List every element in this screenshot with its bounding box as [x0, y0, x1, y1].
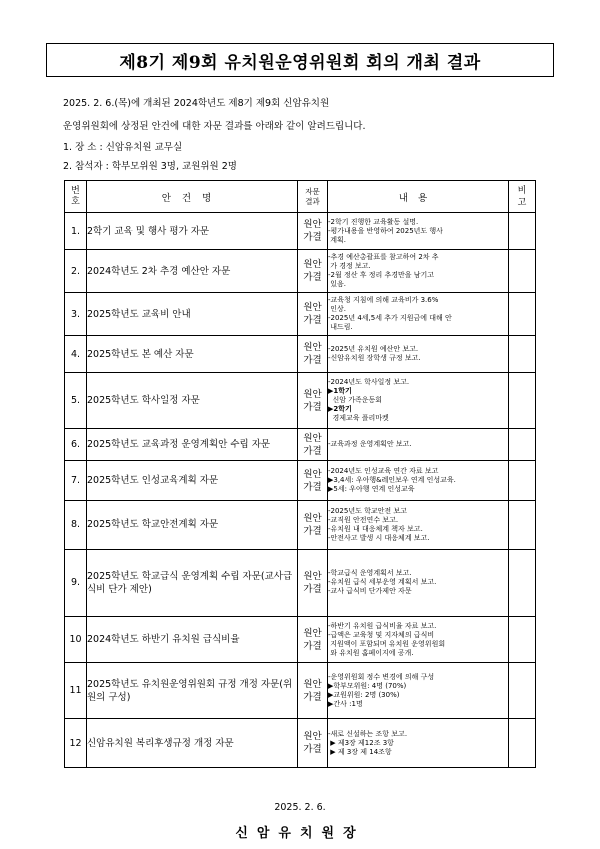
table-row — [65, 663, 536, 719]
row-number: 10 — [65, 616, 87, 662]
content-line: -교사 급식비 단가제안 자문 — [328, 587, 412, 596]
content-line: 내드림. — [328, 323, 353, 332]
agenda-result — [298, 250, 328, 293]
agenda-title: 신암유치원 복리후생규정 개정 자문 — [87, 719, 298, 768]
table-row — [65, 500, 536, 549]
table-row — [65, 719, 536, 768]
content-line: -2024년도 학사일정 보고. — [328, 378, 410, 387]
agenda-content — [328, 373, 509, 429]
table-row — [65, 461, 536, 500]
row-number: 11 — [65, 663, 87, 719]
header-agenda: 안건명 — [87, 181, 298, 213]
agenda-result — [298, 549, 328, 616]
header-number — [65, 181, 87, 213]
meeting-place: 1. 장 소 : 신암유치원 교무실 — [63, 142, 183, 153]
footer-date: 2025. 2. 6. — [274, 802, 326, 813]
agenda-result-text: 원안가결 — [303, 302, 322, 327]
agenda-content — [328, 293, 509, 336]
intro-line-1: 2025. 2. 6.(목)에 개최된 2024학년도 제8기 제9회 신암유치원 — [63, 98, 330, 109]
agenda-note — [509, 616, 536, 662]
agenda-content — [328, 461, 509, 500]
row-number: 5. — [65, 373, 87, 429]
content-line: -2월 정산 후 정리 추경만을 남기고 — [328, 271, 435, 280]
agenda-result-text: 원안가결 — [303, 678, 322, 703]
content-line: 지원액이 포함되며 유치원 운영위원회 — [328, 639, 446, 648]
content-line: -유치원 내 대응체계 책자 보고. — [328, 524, 423, 533]
agenda-title: 2024학년도 하반기 유치원 급식비율 — [87, 616, 298, 662]
agenda-result — [298, 719, 328, 768]
agenda-result-text: 원안가결 — [303, 388, 322, 413]
content-line: -교육과정 운영계획안 보고. — [328, 440, 412, 449]
agenda-result — [298, 500, 328, 549]
agenda-result-text: 원안가결 — [303, 432, 322, 457]
agenda-note — [509, 373, 536, 429]
content-line: -교육청 지침에 의해 교육비가 3.6% — [328, 296, 439, 305]
agenda-content — [328, 250, 509, 293]
row-number: 2. — [65, 250, 87, 293]
content-line: -하반기 유치원 급식비율 자료 보고. — [328, 621, 437, 630]
agenda-result — [298, 428, 328, 461]
agenda-result — [298, 293, 328, 336]
content-line: -2학기 진행한 교육활동 설명. — [328, 217, 419, 226]
content-line: -2025년 유치원 예산안 보고. — [328, 345, 419, 354]
agenda-table — [64, 180, 536, 768]
agenda-content — [328, 719, 509, 768]
header-content: 내용 — [328, 181, 509, 213]
agenda-result — [298, 336, 328, 373]
agenda-note — [509, 549, 536, 616]
agenda-result-text: 원안가결 — [303, 570, 322, 595]
content-line: -추경 예산총괄표를 참고하여 2차 추 — [328, 253, 439, 262]
content-line: -학교급식 운영계획서 보고. — [328, 569, 412, 578]
agenda-content — [328, 500, 509, 549]
agenda-content — [328, 428, 509, 461]
table-row — [65, 428, 536, 461]
row-number: 7. — [65, 461, 87, 500]
content-line: 계획. — [328, 235, 346, 244]
content-line: -2025년도 학교안전 보고 — [328, 506, 407, 515]
content-line: 가 경정 보고. — [328, 262, 371, 271]
content-line: 경제교육 플리마켓 — [328, 414, 389, 423]
agenda-result — [298, 461, 328, 500]
content-line: ▶교원위원: 2명 (30%) — [328, 690, 400, 699]
content-line: -2024년도 인성교육 연간 자료 보고 — [328, 467, 439, 476]
row-number: 4. — [65, 336, 87, 373]
content-line: -2025년 4세,5세 추가 지원금에 대해 안 — [328, 314, 452, 323]
row-number: 9. — [65, 549, 87, 616]
agenda-result-text: 원안가결 — [303, 259, 322, 284]
table-row — [65, 293, 536, 336]
agenda-note — [509, 213, 536, 250]
content-line: ▶2학기 — [328, 405, 352, 414]
agenda-title: 2025학년도 본 예산 자문 — [87, 336, 298, 373]
content-line: -신암유치원 장학생 규정 보고. — [328, 354, 421, 363]
content-line: 와 유치원 홈페이지에 공개. — [328, 648, 414, 657]
agenda-result — [298, 213, 328, 250]
content-line: ▶ 제 3장 제 14조항 — [328, 747, 392, 756]
agenda-note — [509, 719, 536, 768]
agenda-result — [298, 373, 328, 429]
agenda-result — [298, 663, 328, 719]
agenda-content — [328, 549, 509, 616]
content-line: -평가내용을 반영하여 2025년도 행사 — [328, 226, 443, 235]
agenda-title: 2025학년도 학교급식 운영계획 수립 자문(교사급식비 단가 제안) — [87, 549, 298, 616]
row-number: 6. — [65, 428, 87, 461]
agenda-result-text: 원안가결 — [303, 468, 322, 493]
agenda-note — [509, 293, 536, 336]
content-line: -급액은 교육청 및 지자체의 급식비 — [328, 630, 435, 639]
content-line: -새로 신설하는 조항 보고. — [328, 729, 408, 738]
content-line: 있음. — [328, 280, 346, 289]
row-number: 3. — [65, 293, 87, 336]
content-line: ▶ 제3장 제12조 3항 — [328, 738, 394, 747]
table-row — [65, 336, 536, 373]
agenda-title: 2025학년도 학사일정 자문 — [87, 373, 298, 429]
agenda-result — [298, 616, 328, 662]
table-row — [65, 373, 536, 429]
agenda-note — [509, 250, 536, 293]
agenda-note — [509, 663, 536, 719]
agenda-title: 2025학년도 교육비 안내 — [87, 293, 298, 336]
agenda-result-text: 원안가결 — [303, 627, 322, 652]
agenda-title: 2025학년도 교육과정 운영계획안 수립 자문 — [87, 428, 298, 461]
header-note-text: 비고 — [517, 185, 527, 208]
agenda-content — [328, 336, 509, 373]
agenda-result-text: 원안가결 — [303, 342, 322, 367]
row-number: 8. — [65, 500, 87, 549]
agenda-content — [328, 616, 509, 662]
row-number: 1. — [65, 213, 87, 250]
header-number-text: 번호 — [71, 185, 80, 207]
table-row — [65, 616, 536, 662]
table-row — [65, 250, 536, 293]
content-line: 신암 가족운동회 — [328, 396, 383, 405]
intro-line-2: 운영위원회에 상정된 안건에 대한 자문 결과를 아래와 같이 알려드립니다. — [63, 121, 366, 132]
content-line: -운영위원회 정수 변경에 의해 구성 — [328, 672, 435, 681]
agenda-title: 2학기 교육 및 행사 평가 자문 — [87, 213, 298, 250]
content-line: -안전사고 발생 시 대응체계 보고. — [328, 533, 430, 542]
agenda-note — [509, 500, 536, 549]
row-number: 12 — [65, 719, 87, 768]
agenda-title: 2024학년도 2차 추경 예산안 자문 — [87, 250, 298, 293]
header-result-text: 자문결과 — [305, 186, 320, 206]
header-result — [298, 181, 328, 213]
agenda-result-text: 원안가결 — [303, 219, 322, 244]
agenda-note — [509, 336, 536, 373]
agenda-result-text: 원안가결 — [303, 731, 322, 756]
content-line: ▶1학기 — [328, 387, 352, 396]
content-line: ▶3,4세: 우아행&레인보우 연계 인성교육. — [328, 476, 456, 485]
table-row — [65, 549, 536, 616]
content-line: ▶간사 :1명 — [328, 699, 363, 708]
agenda-title: 2025학년도 학교안전계획 자문 — [87, 500, 298, 549]
agenda-note — [509, 428, 536, 461]
table-row — [65, 213, 536, 250]
agenda-title: 2025학년도 인성교육계획 자문 — [87, 461, 298, 500]
agenda-content — [328, 663, 509, 719]
agenda-result-text: 원안가결 — [303, 512, 322, 537]
table-header-row — [65, 181, 536, 213]
content-line: 인상. — [328, 305, 346, 314]
content-line: -유치원 급식 세부운영 계획서 보고. — [328, 578, 437, 587]
content-line: ▶학부모위원: 4명 (70%) — [328, 681, 407, 690]
agenda-title: 2025학년도 유치원운영위원회 규정 개정 자문(위원의 구성) — [87, 663, 298, 719]
footer-signer: 신암유치원장 — [235, 826, 365, 841]
meeting-attendees: 2. 참석자 : 학부모위원 3명, 교원위원 2명 — [63, 161, 237, 172]
agenda-content — [328, 213, 509, 250]
header-note — [509, 181, 536, 213]
document-title: 제8기 제9회 유치원운영위원회 회의 개최 결과 — [46, 43, 554, 77]
agenda-note — [509, 461, 536, 500]
content-line: -교직원 안전연수 보고. — [328, 515, 399, 524]
content-line: ▶5세: 우아행 연계 인성교육 — [328, 485, 415, 494]
